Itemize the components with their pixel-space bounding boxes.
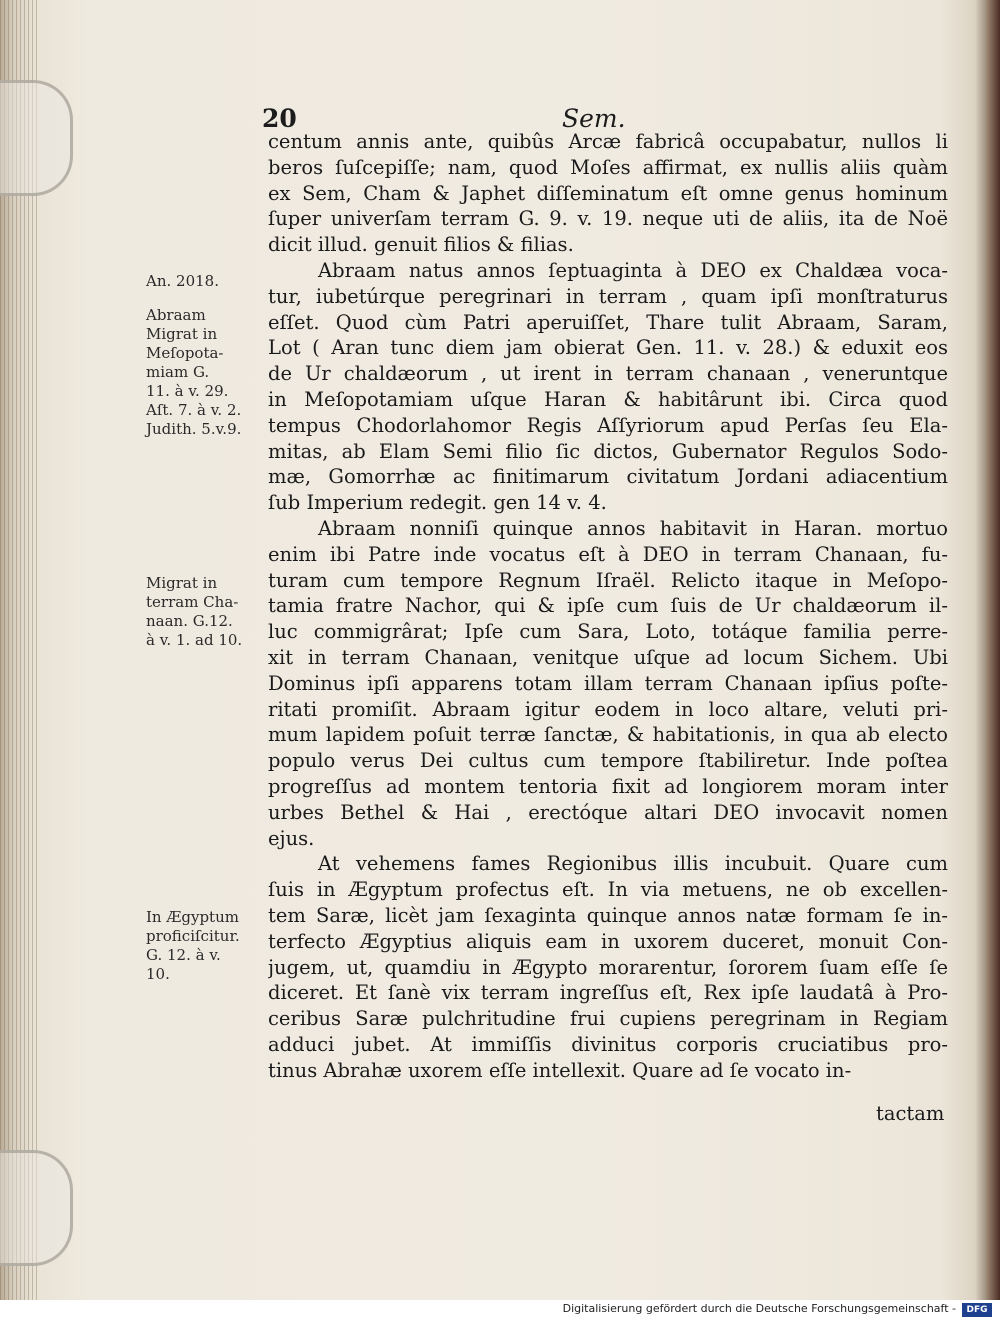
body-text xyxy=(268,129,948,1083)
text-line: ſuper univerſam terram G. 9. v. 19. neque uti de aliis, ita de Noë xyxy=(268,207,948,231)
margin-note-line: proficiſcitur. xyxy=(146,927,240,945)
margin-note xyxy=(146,908,262,984)
page-number: 20 xyxy=(262,104,297,133)
paragraph xyxy=(268,516,948,851)
text-line: mitas, ab Elam Semi filio ſic dictos, Gubernator Regulos Sodo- xyxy=(268,439,948,463)
text-line: dicit illud. genuit filios & filias. xyxy=(268,233,574,257)
margin-note xyxy=(146,272,262,291)
text-line: enim ibi Patre inde vocatus eſt à DEO in terram Chanaan, fu- xyxy=(268,542,948,566)
margin-note-line: naan. G.12. xyxy=(146,612,233,630)
dfg-logo: DFG xyxy=(962,1303,992,1317)
margin-note-line: In Ægyptum xyxy=(146,908,239,926)
page-clip-top xyxy=(0,80,73,196)
text-line: in Meſopotamiam uſque Haran & habitârunt ibi. Circa quod xyxy=(268,387,948,411)
text-line: diceret. Et ſanè vix terram ingreſſus eſt, Rex ipſe laudatâ à Pro- xyxy=(268,981,948,1005)
text-line: progreſſus ad montem tentoria fixit ad longiorem moram inter xyxy=(268,774,948,798)
text-line: turam cum tempore Regnum Iſraël. Relicto itaque in Meſopo- xyxy=(268,568,948,592)
text-line: beros ſuſcepiſſe; nam, quod Moſes affirmat, ex nullis aliis quàm xyxy=(268,155,948,179)
text-line: eſſet. Quod cùm Patri aperuiſſet, Thare tulit Abraam, Saram, xyxy=(268,310,948,334)
text-line: ritati promiſit. Abraam igitur eodem in loco altare, veluti pri- xyxy=(268,697,948,721)
text-line: tur, iubetúrque peregrinari in terram , quam ipſi monſtraturus xyxy=(268,284,948,308)
footer-credit: Digitalisierung gefördert durch die Deutsche Forschungsgemeinschaft - xyxy=(562,1302,956,1315)
text-line: tem Saræ, licèt jam ſexaginta quinque annos natæ formam ſe in- xyxy=(268,903,948,927)
text-line: ſub Imperium redegit. gen 14 v. 4. xyxy=(268,491,607,515)
text-line: de Ur chaldæorum , ut irent in terram chanaan , veneruntque xyxy=(268,362,948,386)
margin-note-line: Aſt. 7. à v. 2. xyxy=(146,401,242,419)
text-line: jugem, ut, quamdiu in Ægypto morarentur, ſororem ſuam eſſe ſe xyxy=(268,955,948,979)
text-line: ceribus Saræ pulchritudine frui cupiens peregrinam in Regiam xyxy=(268,1007,948,1031)
margin-note-line: Meſopota- xyxy=(146,344,224,362)
catchword: tactam xyxy=(876,1102,945,1125)
margin-note-line: Judith. 5.v.9. xyxy=(146,420,242,438)
margin-note-line: à v. 1. ad 10. xyxy=(146,631,243,649)
text-line: Lot ( Aran tunc diem jam obierat Gen. 11. v. 28.) & eduxit eos xyxy=(268,336,948,360)
margin-note xyxy=(146,306,262,439)
paragraph xyxy=(268,129,948,258)
text-line: centum annis ante, quibûs Arcæ fabricâ occupabatur, nullos li xyxy=(268,130,948,153)
margin-note-line: Migrat in xyxy=(146,325,218,343)
text-line: tamia fratre Nachor, qui & ipſe cum ſuis de Ur chaldæorum il- xyxy=(268,594,948,618)
text-line: tinus Abrahæ uxorem eſſe intellexit. Quare ad ſe vocato in- xyxy=(268,1058,852,1082)
running-head: Sem. xyxy=(562,104,626,133)
page-clip-bottom xyxy=(0,1150,73,1266)
margin-note-line: miam G. xyxy=(146,363,210,381)
margin-note-line: 11. à v. 29. xyxy=(146,382,229,400)
margin-note xyxy=(146,574,262,650)
text-line: mæ, Gomorrhæ ac finitimarum civitatum Jordani adiacentium xyxy=(268,465,948,489)
margin-note-line: G. 12. à v. xyxy=(146,946,221,964)
text-line: adduci jubet. At immiſſis divinitus corporis cruciatibus pro- xyxy=(268,1032,948,1056)
text-line: ſuis in Ægyptum profectus eſt. In via metuens, ne ob excellen- xyxy=(268,878,948,902)
text-line: mum lapidem poſuit terræ ſanctæ, & habitationis, in qua ab electo xyxy=(268,723,948,747)
text-line: tempus Chodorlahomor Regis Aſſyriorum apud Perſas ſeu Ela- xyxy=(268,413,948,437)
text-line: urbes Bethel & Hai , erectóque altari DEO invocavit nomen xyxy=(268,800,948,824)
page-edge xyxy=(986,0,1000,1300)
text-line: Abraam natus annos ſeptuaginta à DEO ex Chaldæa voca- xyxy=(318,258,948,282)
margin-note-line: Migrat in xyxy=(146,574,218,592)
footer-bar xyxy=(0,1300,1000,1320)
paragraph xyxy=(268,851,948,1083)
text-line: terfecto Ægyptius aliquis eam in uxorem duceret, monuit Con- xyxy=(268,929,948,953)
text-line: ejus. xyxy=(268,826,315,850)
text-line: ex Sem, Cham & Japhet diſſeminatum eſt omne genus hominum xyxy=(268,181,948,205)
margin-note-line: An. 2018. xyxy=(146,272,219,290)
margin-note-line: Abraam xyxy=(146,306,206,324)
text-line: Abraam nonniſi quinque annos habitavit in Haran. mortuo xyxy=(318,516,948,540)
text-line: xit in terram Chanaan, venitque uſque ad locum Sichem. Ubi xyxy=(268,645,948,669)
paragraph xyxy=(268,258,948,516)
margin-note-line: 10. xyxy=(146,965,170,983)
text-line: luc commigrârat; Ipſe cum Sara, Loto, totáque familia perre- xyxy=(268,620,948,644)
text-line: At vehemens fames Regionibus illis incubuit. Quare cum xyxy=(318,852,948,876)
text-line: Dominus ipſi apparens totam illam terram Chanaan ipſius poſte- xyxy=(268,671,948,695)
margin-note-line: terram Cha- xyxy=(146,593,239,611)
text-line: populo verus Dei cultus cum tempore ſtabiliretur. Inde poſtea xyxy=(268,749,948,773)
